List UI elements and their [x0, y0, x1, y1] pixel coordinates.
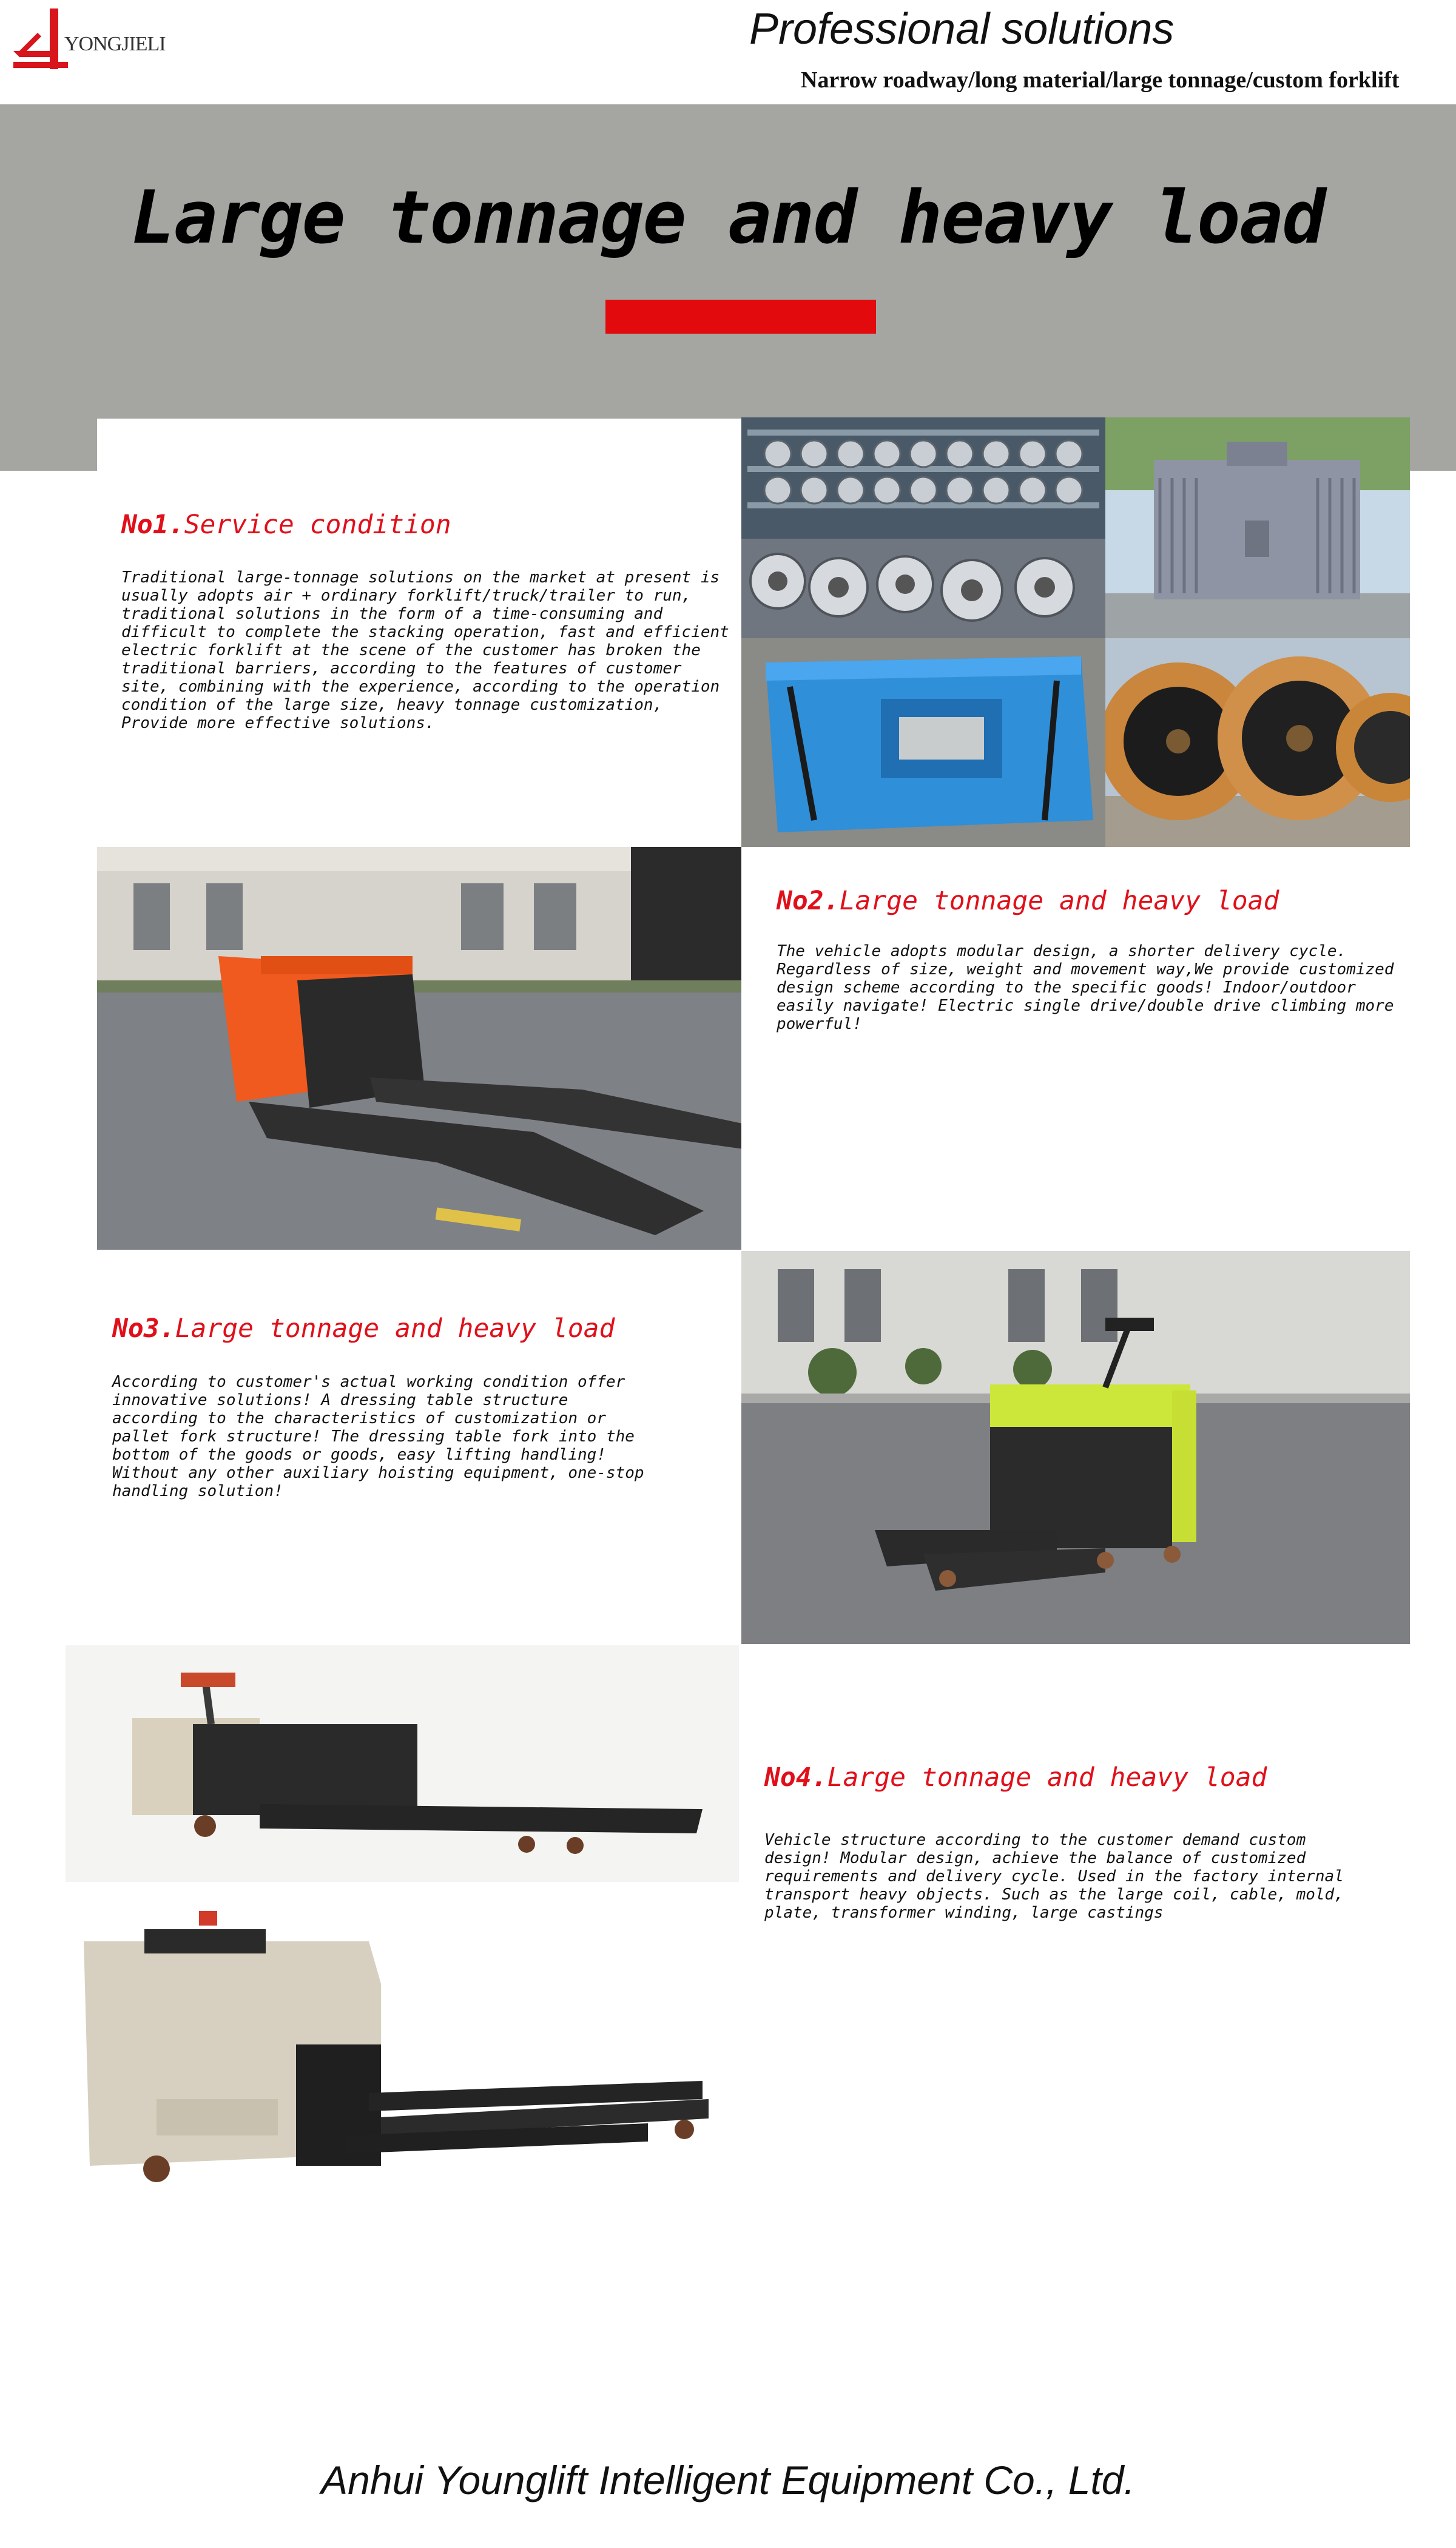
steel-coils-warehouse-photo — [741, 417, 1105, 638]
beige-pallet-truck-photo — [66, 1899, 745, 2233]
brand-name: YONGJIELI — [64, 33, 166, 55]
section-1-heading: Service condition — [184, 510, 451, 540]
section-3-number: No3. — [112, 1313, 175, 1344]
section-2-number: No2. — [777, 886, 840, 916]
section-3-heading: Large tonnage and heavy load — [175, 1313, 615, 1344]
transformer-photo — [1105, 417, 1410, 638]
section-1-number: No1. — [121, 510, 184, 540]
banner-accent-bar — [605, 300, 876, 334]
footer-company-name: Anhui Younglift Intelligent Equipment Co., Ltd. — [321, 2458, 1135, 2502]
section-1-title — [121, 510, 451, 540]
mold-plate-photo — [741, 638, 1105, 847]
section-2-body: The vehicle adopts modular design, a shorter delivery cycle. Regardless of size, weight and movement way,We provide customized design scheme according to the specific goods! Indoor/outdoor easily navigate! Electric single drive/double drive climbing more powerful! — [777, 942, 1394, 1033]
section-1-body: Traditional large-tonnage solutions on the market at present is usually adopts air + ordinary forklift/truck/trailer to run, traditional solutions in the form of a time-consuming and difficult to complete the stacking operation, fast and efficient electric forklift at the scene of the customer has broken the traditional barriers, according to the features of customer site, combining with the experience, according to the operation condition of the large size, heavy tonnage customization, Provide more effective solutions. — [121, 568, 729, 732]
banner-background — [0, 104, 1456, 471]
long-fork-pallet-truck-photo — [66, 1645, 739, 1882]
section-3-title — [112, 1313, 615, 1344]
green-pallet-truck-photo — [741, 1251, 1410, 1644]
orange-pallet-truck-photo — [97, 847, 741, 1250]
section-2-heading: Large tonnage and heavy load — [839, 886, 1279, 916]
banner-title: Large tonnage and heavy load — [131, 176, 1325, 260]
section-4-heading: Large tonnage and heavy load — [827, 1762, 1267, 1793]
section-4-number: No4. — [764, 1762, 827, 1793]
section-4-body: Vehicle structure according to the customer demand custom design! Modular design, achieve the balance of customized requirements and delivery cycle. Used in the factory internal transport heavy objects. Such as the large coil, cable, mold, plate, transformer winding, large castings — [764, 1831, 1344, 1922]
header-subtitle: Narrow roadway/long material/large tonnage/custom forklift — [801, 67, 1400, 93]
cable-reels-photo — [1105, 638, 1410, 847]
header-title: Professional solutions — [749, 5, 1175, 53]
section-4-title — [764, 1762, 1267, 1793]
section-2-title — [777, 886, 1279, 916]
section-3-body: According to customer's actual working condition offer innovative solutions! A dressing table structure according to the characteristics of customization or pallet fork structure! The dressing table fork into the bottom of the goods or goods, easy lifting handling! Without any other auxiliary hoisting equipment, one-stop handling solution! — [112, 1373, 644, 1500]
